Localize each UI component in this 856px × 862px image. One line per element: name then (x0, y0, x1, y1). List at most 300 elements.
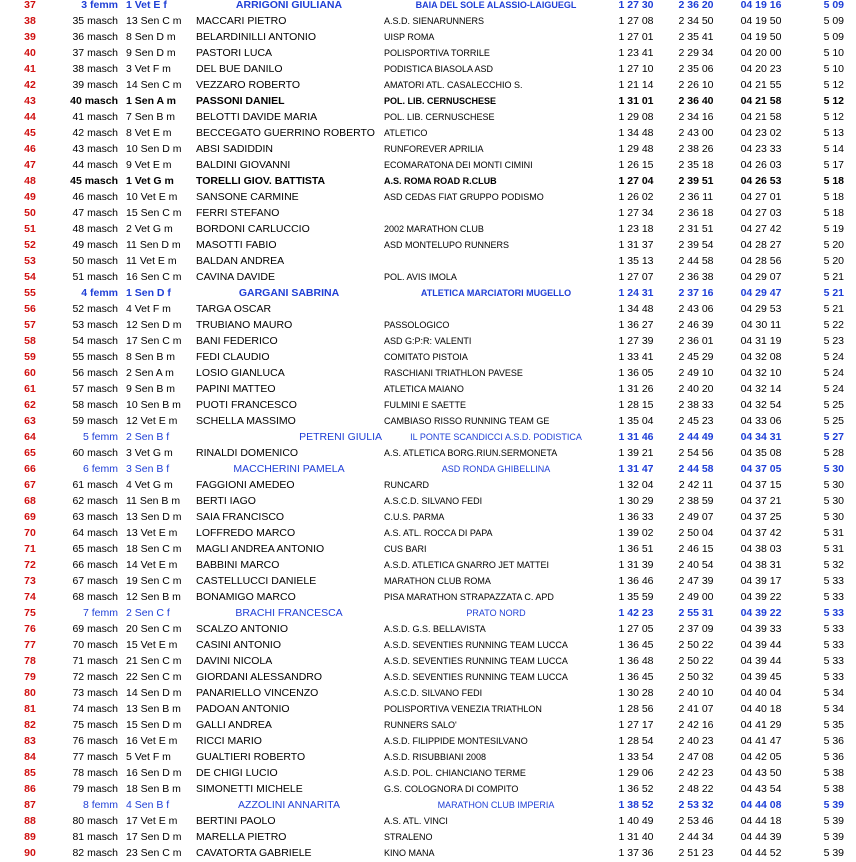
table-row (4, 461, 850, 477)
position-cell: 54 (24, 271, 36, 283)
split-time-2-cell: 2 48 22 (678, 783, 714, 795)
table-row (4, 205, 850, 221)
club-name-cell: G.S. COLOGNORA DI COMPITO (384, 784, 519, 794)
split-time-2-cell: 2 46 39 (678, 319, 714, 331)
athlete-name-cell: RICCI MARIO (196, 735, 262, 747)
club-name-cell: POL. LIB. CERNUSCHESE (384, 112, 495, 122)
subcategory-rank-cell: 21 Sen C m (126, 655, 182, 667)
finish-time-cell: 04 21 55 (740, 79, 782, 91)
table-row (4, 509, 850, 525)
table-row (4, 621, 850, 637)
split-time-2-cell: 2 53 32 (678, 799, 714, 811)
position-cell: 87 (24, 799, 36, 811)
position-cell: 70 (24, 527, 36, 539)
category-rank-cell: 43 masch (72, 143, 118, 155)
club-name-cell: A.S.C.D. SILVANO FEDI (384, 496, 483, 506)
club-name-cell: A.S.D. FILIPPIDE MONTESILVANO (384, 736, 528, 746)
category-rank-cell: 68 masch (72, 591, 118, 603)
athlete-name-cell: MASOTTI FABIO (196, 239, 277, 251)
subcategory-rank-cell: 17 Sen C m (126, 335, 182, 347)
pace-cell: 5 36 (823, 735, 844, 747)
split-time-2-cell: 2 49 00 (678, 591, 714, 603)
position-cell: 59 (24, 351, 36, 363)
finish-time-cell: 04 44 08 (740, 799, 782, 811)
athlete-name-cell: GIORDANI ALESSANDRO (196, 671, 323, 683)
table-row (4, 221, 850, 237)
finish-time-cell: 04 19 16 (740, 0, 782, 11)
position-cell: 89 (24, 831, 36, 843)
athlete-name-cell: MACCHERINI PAMELA (233, 463, 345, 475)
table-row (4, 189, 850, 205)
split-time-2-cell: 2 36 40 (678, 95, 714, 107)
athlete-name-cell: MACCARI PIETRO (196, 15, 287, 27)
club-name-cell: AMATORI ATL. CASALECCHIO S. (384, 80, 523, 90)
pace-cell: 5 39 (823, 847, 844, 859)
position-cell: 68 (24, 495, 36, 507)
finish-time-cell: 04 32 54 (740, 399, 782, 411)
subcategory-rank-cell: 7 Sen B m (126, 111, 176, 123)
athlete-name-cell: LOFFREDO MARCO (196, 527, 296, 539)
pace-cell: 5 24 (823, 351, 844, 363)
category-rank-cell: 80 masch (72, 815, 118, 827)
subcategory-rank-cell: 10 Sen B m (126, 399, 181, 411)
pace-cell: 5 18 (823, 175, 844, 187)
table-row (4, 333, 850, 349)
position-cell: 75 (24, 607, 36, 619)
category-rank-cell: 5 femm (82, 431, 118, 443)
split-time-2-cell: 2 43 06 (678, 303, 714, 315)
split-time-2-cell: 2 41 07 (678, 703, 714, 715)
pace-cell: 5 21 (823, 271, 844, 283)
table-row (4, 365, 850, 381)
pace-cell: 5 39 (823, 815, 844, 827)
position-cell: 52 (24, 239, 36, 251)
category-rank-cell: 39 masch (72, 79, 118, 91)
results-rows (4, 0, 850, 861)
club-name-cell: C.U.S. PARMA (384, 512, 445, 522)
finish-time-cell: 04 37 42 (740, 527, 782, 539)
table-row (4, 141, 850, 157)
subcategory-rank-cell: 1 Sen A m (126, 95, 176, 107)
category-rank-cell: 63 masch (72, 511, 118, 523)
pace-cell: 5 34 (823, 687, 844, 699)
category-rank-cell: 52 masch (72, 303, 118, 315)
athlete-name-cell: SCALZO ANTONIO (196, 623, 288, 635)
subcategory-rank-cell: 13 Sen B m (126, 703, 181, 715)
split-time-2-cell: 2 40 20 (678, 383, 714, 395)
club-name-cell: PASSOLOGICO (384, 320, 450, 330)
finish-time-cell: 04 39 44 (740, 639, 782, 651)
finish-time-cell: 04 28 56 (740, 255, 782, 267)
category-rank-cell: 76 masch (72, 735, 118, 747)
club-name-cell: A.S.C.D. SILVANO FEDI (384, 688, 483, 698)
finish-time-cell: 04 38 03 (740, 543, 782, 555)
finish-time-cell: 04 20 23 (740, 63, 782, 75)
split-time-2-cell: 2 38 26 (678, 143, 714, 155)
position-cell: 40 (24, 47, 36, 59)
athlete-name-cell: BECCEGATO GUERRINO ROBERTO (196, 127, 375, 139)
split-time-1-cell: 1 27 30 (618, 0, 654, 11)
position-cell: 82 (24, 719, 36, 731)
finish-time-cell: 04 19 50 (740, 15, 782, 27)
finish-time-cell: 04 37 25 (740, 511, 782, 523)
finish-time-cell: 04 29 53 (740, 303, 782, 315)
club-name-cell: A.S.D. SEVENTIES RUNNING TEAM LUCCA (384, 640, 568, 650)
table-row (4, 701, 850, 717)
position-cell: 39 (24, 31, 36, 43)
club-name-cell: PRATO NORD (466, 608, 526, 618)
split-time-2-cell: 2 42 11 (678, 479, 714, 491)
table-row (4, 0, 850, 13)
finish-time-cell: 04 20 00 (740, 47, 782, 59)
club-name-cell: POL. AVIS IMOLA (384, 272, 457, 282)
club-name-cell: ATLETICO (384, 128, 428, 138)
category-rank-cell: 72 masch (72, 671, 118, 683)
table-row (4, 813, 850, 829)
athlete-name-cell: AZZOLINI ANNARITA (238, 799, 340, 811)
club-name-cell: ASD G:P:R: VALENTI (384, 336, 472, 346)
split-time-1-cell: 1 36 05 (618, 367, 654, 379)
subcategory-rank-cell: 11 Sen B m (126, 495, 181, 507)
category-rank-cell: 46 masch (72, 191, 118, 203)
athlete-name-cell: TORELLI GIOV. BATTISTA (196, 175, 326, 187)
table-row (4, 653, 850, 669)
athlete-name-cell: BALDINI GIOVANNI (196, 159, 291, 171)
finish-time-cell: 04 40 18 (740, 703, 782, 715)
position-cell: 41 (24, 63, 36, 75)
position-cell: 78 (24, 655, 36, 667)
pace-cell: 5 09 (823, 0, 844, 11)
athlete-name-cell: TARGA OSCAR (196, 303, 272, 315)
position-cell: 58 (24, 335, 36, 347)
pace-cell: 5 33 (823, 591, 844, 603)
subcategory-rank-cell: 2 Sen A m (126, 367, 174, 379)
split-time-2-cell: 2 44 34 (678, 831, 714, 843)
subcategory-rank-cell: 11 Sen D m (126, 239, 181, 251)
subcategory-rank-cell: 2 Sen B f (126, 431, 170, 443)
split-time-2-cell: 2 42 23 (678, 767, 714, 779)
athlete-name-cell: MARELLA PIETRO (196, 831, 287, 843)
athlete-name-cell: FERRI STEFANO (196, 207, 280, 219)
split-time-1-cell: 1 23 41 (618, 47, 654, 59)
pace-cell: 5 18 (823, 207, 844, 219)
finish-time-cell: 04 37 21 (740, 495, 782, 507)
athlete-name-cell: PASSONI DANIEL (196, 95, 285, 107)
split-time-2-cell: 2 26 10 (678, 79, 714, 91)
subcategory-rank-cell: 1 Vet G m (126, 175, 174, 187)
split-time-1-cell: 1 28 54 (618, 735, 654, 747)
club-name-cell: ATLETICA MARCIATORI MUGELLO (420, 288, 572, 298)
pace-cell: 5 20 (823, 239, 844, 251)
club-name-cell: A.S. ATLETICA BORG.RIUN.SERMONETA (384, 448, 558, 458)
table-row (4, 557, 850, 573)
table-row (4, 605, 850, 621)
split-time-2-cell: 2 36 38 (678, 271, 714, 283)
position-cell: 85 (24, 767, 36, 779)
table-row (4, 13, 850, 29)
club-name-cell (382, 301, 608, 317)
split-time-1-cell: 1 36 33 (618, 511, 654, 523)
club-name-cell: ASD MONTELUPO RUNNERS (384, 240, 510, 250)
pace-cell: 5 24 (823, 383, 844, 395)
athlete-name-cell: BANI FEDERICO (196, 335, 278, 347)
category-rank-cell: 82 masch (72, 847, 118, 859)
finish-time-cell: 04 21 58 (740, 111, 782, 123)
category-rank-cell: 78 masch (72, 767, 118, 779)
athlete-name-cell: BRACHI FRANCESCA (235, 607, 343, 619)
subcategory-rank-cell: 8 Sen B m (126, 351, 176, 363)
subcategory-rank-cell: 12 Sen B m (126, 591, 181, 603)
athlete-name-cell: BERTI IAGO (196, 495, 256, 507)
subcategory-rank-cell: 1 Sen D f (126, 287, 171, 299)
table-row (4, 301, 850, 317)
pace-cell: 5 19 (823, 223, 844, 235)
position-cell: 71 (24, 543, 36, 555)
position-cell: 47 (24, 159, 36, 171)
split-time-2-cell: 2 29 34 (678, 47, 714, 59)
club-name-cell: MARATHON CLUB ROMA (384, 576, 491, 586)
split-time-2-cell: 2 35 41 (678, 31, 714, 43)
split-time-2-cell: 2 50 22 (678, 655, 714, 667)
pace-cell: 5 33 (823, 655, 844, 667)
pace-cell: 5 18 (823, 191, 844, 203)
split-time-1-cell: 1 33 54 (618, 751, 654, 763)
split-time-1-cell: 1 39 02 (618, 527, 654, 539)
position-cell: 37 (24, 0, 36, 11)
position-cell: 65 (24, 447, 36, 459)
pace-cell: 5 23 (823, 335, 844, 347)
table-row (4, 685, 850, 701)
category-rank-cell: 53 masch (72, 319, 118, 331)
pace-cell: 5 33 (823, 575, 844, 587)
category-rank-cell: 61 masch (72, 479, 118, 491)
category-rank-cell: 56 masch (72, 367, 118, 379)
pace-cell: 5 39 (823, 831, 844, 843)
athlete-name-cell: PAPINI MATTEO (196, 383, 276, 395)
club-name-cell (382, 253, 608, 269)
subcategory-rank-cell: 8 Vet E m (126, 127, 172, 139)
category-rank-cell: 77 masch (72, 751, 118, 763)
category-rank-cell: 48 masch (72, 223, 118, 235)
subcategory-rank-cell: 11 Vet E m (126, 255, 177, 267)
table-row (4, 445, 850, 461)
table-row (4, 317, 850, 333)
position-cell: 57 (24, 319, 36, 331)
split-time-2-cell: 2 34 16 (678, 111, 714, 123)
table-row (4, 829, 850, 845)
finish-time-cell: 04 43 50 (740, 767, 782, 779)
subcategory-rank-cell: 12 Sen D m (126, 319, 182, 331)
position-cell: 80 (24, 687, 36, 699)
finish-time-cell: 04 41 29 (740, 719, 782, 731)
finish-time-cell: 04 23 02 (740, 127, 782, 139)
category-rank-cell: 69 masch (72, 623, 118, 635)
table-row (4, 93, 850, 109)
position-cell: 86 (24, 783, 36, 795)
pace-cell: 5 34 (823, 703, 844, 715)
table-row (4, 253, 850, 269)
athlete-name-cell: SIMONETTI MICHELE (196, 783, 303, 795)
club-name-cell: RUNNERS SALO' (384, 720, 457, 730)
finish-time-cell: 04 42 05 (740, 751, 782, 763)
position-cell: 84 (24, 751, 36, 763)
split-time-2-cell: 2 40 10 (678, 687, 714, 699)
finish-time-cell: 04 34 31 (740, 431, 782, 443)
category-rank-cell: 37 masch (72, 47, 118, 59)
finish-time-cell: 04 38 31 (740, 559, 782, 571)
pace-cell: 5 09 (823, 15, 844, 27)
position-cell: 45 (24, 127, 36, 139)
category-rank-cell: 42 masch (72, 127, 118, 139)
split-time-2-cell: 2 39 54 (678, 239, 714, 251)
subcategory-rank-cell: 10 Vet E m (126, 191, 178, 203)
club-name-cell: MARATHON CLUB IMPERIA (437, 800, 555, 810)
pace-cell: 5 30 (823, 463, 844, 475)
split-time-2-cell: 2 37 09 (678, 623, 714, 635)
position-cell: 69 (24, 511, 36, 523)
table-row (4, 733, 850, 749)
split-time-1-cell: 1 31 46 (618, 431, 654, 443)
results-table (4, 0, 850, 861)
pace-cell: 5 12 (823, 79, 844, 91)
table-row (4, 29, 850, 45)
table-row (4, 413, 850, 429)
split-time-1-cell: 1 32 04 (618, 479, 654, 491)
club-name-cell: A.S. ROMA ROAD R.CLUB (384, 176, 497, 186)
split-time-2-cell: 2 43 00 (678, 127, 714, 139)
split-time-1-cell: 1 29 06 (618, 767, 654, 779)
split-time-1-cell: 1 27 39 (618, 335, 654, 347)
athlete-name-cell: PASTORI LUCA (196, 47, 273, 59)
pace-cell: 5 12 (823, 111, 844, 123)
category-rank-cell: 79 masch (72, 783, 118, 795)
position-cell: 48 (24, 175, 36, 187)
position-cell: 49 (24, 191, 36, 203)
position-cell: 53 (24, 255, 36, 267)
split-time-2-cell: 2 35 18 (678, 159, 714, 171)
pace-cell: 5 13 (823, 127, 844, 139)
split-time-1-cell: 1 34 48 (618, 303, 654, 315)
split-time-1-cell: 1 36 48 (618, 655, 654, 667)
split-time-2-cell: 2 39 51 (678, 175, 714, 187)
split-time-2-cell: 2 38 59 (678, 495, 714, 507)
finish-time-cell: 04 23 33 (740, 143, 782, 155)
athlete-name-cell: GARGANI SABRINA (238, 287, 340, 299)
split-time-2-cell: 2 35 06 (678, 63, 714, 75)
finish-time-cell: 04 32 14 (740, 383, 782, 395)
position-cell: 88 (24, 815, 36, 827)
club-name-cell: POLISPORTIVA TORRILE (384, 48, 490, 58)
club-name-cell: A.S.D. POL. CHIANCIANO TERME (384, 768, 526, 778)
table-row (4, 573, 850, 589)
finish-time-cell: 04 39 45 (740, 671, 782, 683)
category-rank-cell: 36 masch (72, 31, 118, 43)
athlete-name-cell: ABSI SADIDDIN (196, 143, 274, 155)
finish-time-cell: 04 39 44 (740, 655, 782, 667)
split-time-2-cell: 2 51 23 (678, 847, 714, 859)
split-time-1-cell: 1 26 02 (618, 191, 654, 203)
category-rank-cell: 45 masch (70, 175, 118, 187)
club-name-cell: CUS BARI (384, 544, 427, 554)
split-time-2-cell: 2 36 18 (678, 207, 714, 219)
position-cell: 56 (24, 303, 36, 315)
split-time-1-cell: 1 34 48 (618, 127, 654, 139)
position-cell: 55 (24, 287, 36, 299)
category-rank-cell: 62 masch (72, 495, 118, 507)
split-time-1-cell: 1 21 14 (618, 79, 654, 91)
athlete-name-cell: PETRENI GIULIA (299, 431, 382, 443)
club-name-cell: COMITATO PISTOIA (384, 352, 468, 362)
split-time-1-cell: 1 39 21 (618, 447, 654, 459)
athlete-name-cell: BORDONI CARLUCCIO (196, 223, 310, 235)
category-rank-cell: 6 femm (82, 463, 118, 475)
position-cell: 43 (24, 95, 36, 107)
club-name-cell: KINO MANA (384, 848, 435, 858)
position-cell: 61 (24, 383, 36, 395)
split-time-1-cell: 1 31 01 (618, 95, 654, 107)
finish-time-cell: 04 26 03 (740, 159, 782, 171)
split-time-2-cell: 2 42 16 (678, 719, 714, 731)
athlete-name-cell: SAIA FRANCISCO (196, 511, 285, 523)
finish-time-cell: 04 31 19 (740, 335, 782, 347)
pace-cell: 5 33 (823, 639, 844, 651)
club-name-cell: STRALENO (384, 832, 433, 842)
club-name-cell: RASCHIANI TRIATHLON PAVESE (384, 368, 523, 378)
split-time-1-cell: 1 27 08 (618, 15, 654, 27)
pace-cell: 5 38 (823, 783, 844, 795)
split-time-1-cell: 1 27 01 (618, 31, 654, 43)
table-row (4, 541, 850, 557)
category-rank-cell: 54 masch (72, 335, 118, 347)
subcategory-rank-cell: 2 Vet G m (126, 223, 173, 235)
finish-time-cell: 04 43 54 (740, 783, 782, 795)
split-time-2-cell: 2 55 31 (678, 607, 714, 619)
pace-cell: 5 25 (823, 415, 844, 427)
subcategory-rank-cell: 15 Vet E m (126, 639, 178, 651)
split-time-1-cell: 1 36 27 (618, 319, 654, 331)
split-time-2-cell: 2 46 15 (678, 543, 714, 555)
split-time-1-cell: 1 36 51 (618, 543, 654, 555)
split-time-1-cell: 1 38 52 (618, 799, 654, 811)
athlete-name-cell: BONAMIGO MARCO (196, 591, 296, 603)
position-cell: 60 (24, 367, 36, 379)
category-rank-cell: 57 masch (72, 383, 118, 395)
subcategory-rank-cell: 2 Sen C f (126, 607, 170, 619)
split-time-1-cell: 1 31 39 (618, 559, 654, 571)
category-rank-cell: 70 masch (72, 639, 118, 651)
club-name-cell: A.S.D. SEVENTIES RUNNING TEAM LUCCA (384, 672, 568, 682)
subcategory-rank-cell: 15 Sen C m (126, 207, 182, 219)
category-rank-cell: 64 masch (72, 527, 118, 539)
split-time-2-cell: 2 50 22 (678, 639, 714, 651)
subcategory-rank-cell: 23 Sen C m (126, 847, 182, 859)
split-time-1-cell: 1 27 10 (618, 63, 654, 75)
finish-time-cell: 04 32 10 (740, 367, 782, 379)
pace-cell: 5 35 (823, 719, 844, 731)
club-name-cell: A.S.D. RISUBBIANI 2008 (384, 752, 487, 762)
split-time-2-cell: 2 49 07 (678, 511, 714, 523)
subcategory-rank-cell: 19 Sen C m (126, 575, 182, 587)
subcategory-rank-cell: 13 Vet E m (126, 527, 178, 539)
split-time-2-cell: 2 44 58 (678, 255, 714, 267)
athlete-name-cell: RINALDI DOMENICO (196, 447, 299, 459)
split-time-2-cell: 2 36 01 (678, 335, 714, 347)
athlete-name-cell: PUOTI FRANCESCO (196, 399, 297, 411)
split-time-1-cell: 1 27 05 (618, 623, 654, 635)
subcategory-rank-cell: 3 Vet F m (126, 63, 171, 75)
finish-time-cell: 04 29 07 (740, 271, 782, 283)
finish-time-cell: 04 27 01 (740, 191, 782, 203)
